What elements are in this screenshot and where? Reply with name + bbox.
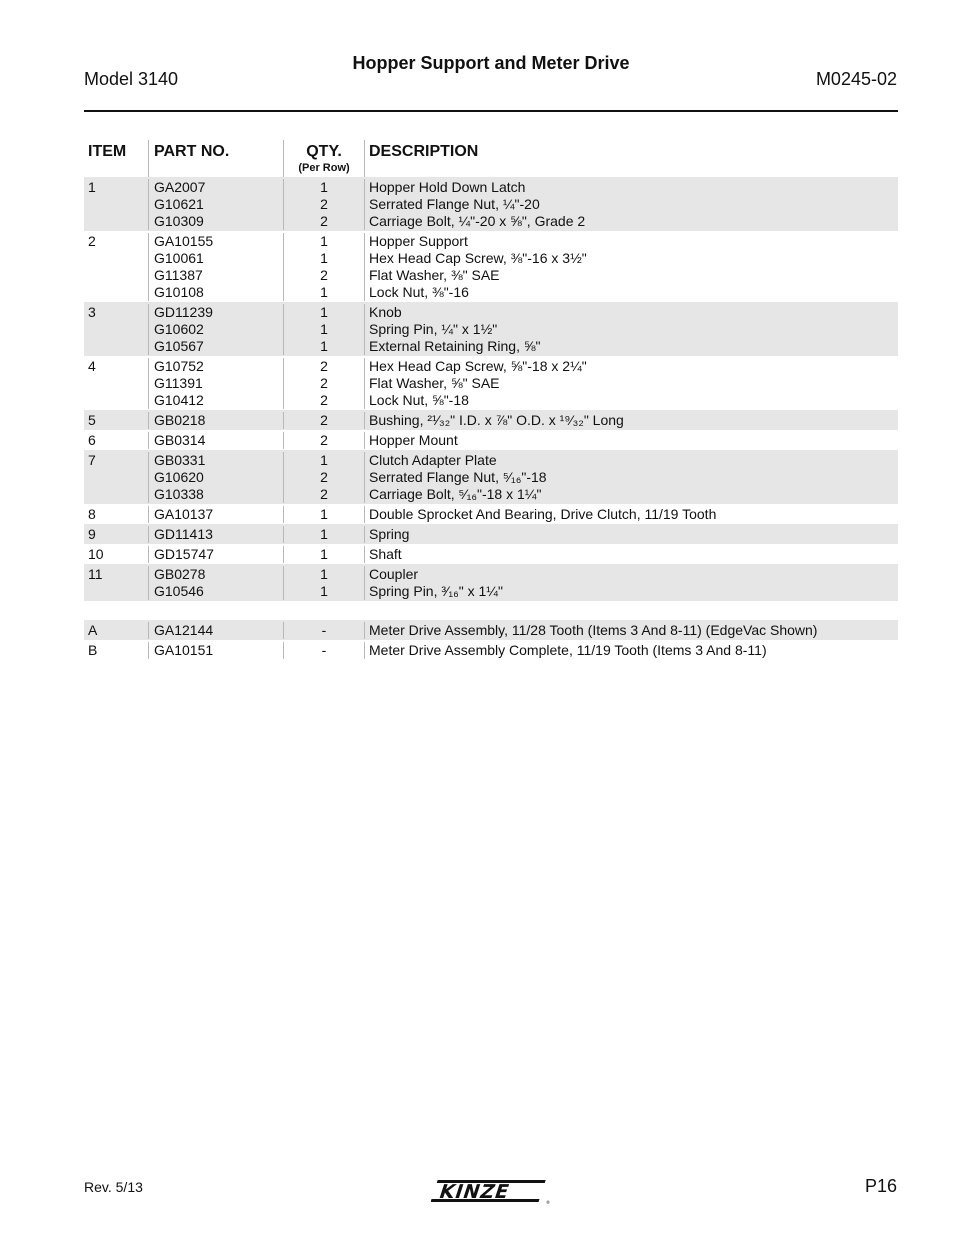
- quantity: 1: [320, 321, 328, 337]
- part-number: G10621: [154, 196, 204, 212]
- quantity-cell: [283, 358, 364, 409]
- part-number: GB0218: [154, 412, 206, 428]
- column-header-qty: [283, 140, 364, 177]
- quantity-cell: [283, 432, 364, 449]
- quantity: 1: [320, 250, 328, 266]
- description: Carriage Bolt, ⁵⁄₁₆"-18 x 1¼": [369, 486, 542, 502]
- quantity: 1: [320, 452, 328, 468]
- part-number-cell: [148, 566, 283, 600]
- part-number: GA10151: [154, 642, 214, 658]
- quantity: 2: [320, 432, 328, 448]
- part-number-cell: [148, 642, 283, 659]
- part-number: GB0278: [154, 566, 206, 582]
- header-rule: [84, 110, 898, 112]
- part-number-cell: [148, 304, 283, 355]
- description: Hopper Hold Down Latch: [369, 179, 526, 195]
- part-number-cell: [148, 179, 283, 230]
- item-number: 6: [88, 432, 96, 448]
- part-number: G10602: [154, 321, 204, 337]
- quantity: 1: [320, 284, 328, 300]
- description: Spring Pin, ¼" x 1½": [369, 321, 498, 337]
- description-cell: [364, 304, 898, 355]
- part-number: G10061: [154, 250, 204, 266]
- description-cell: [364, 622, 898, 639]
- description-cell: [364, 179, 898, 230]
- description: Flat Washer, ⅝" SAE: [369, 375, 500, 391]
- table-row: [84, 544, 898, 564]
- part-number: GB0314: [154, 432, 206, 448]
- logo-wordmark: KINZE: [436, 1180, 513, 1203]
- quantity-cell: [283, 546, 364, 563]
- quantity-cell: [283, 233, 364, 301]
- quantity: 1: [320, 526, 328, 542]
- description-cell: [364, 566, 898, 600]
- description-cell: [364, 642, 898, 659]
- part-number-cell: [148, 526, 283, 543]
- description-cell: [364, 233, 898, 301]
- item-number: 8: [88, 506, 96, 522]
- description: Spring: [369, 526, 410, 542]
- quantity: -: [321, 622, 327, 638]
- description: Knob: [369, 304, 402, 320]
- description: Double Sprocket And Bearing, Drive Clutch, 11/19 Tooth: [369, 506, 717, 522]
- quantity: 2: [320, 412, 328, 428]
- part-number: GD15747: [154, 546, 214, 562]
- quantity: 1: [320, 179, 328, 195]
- table-row: [84, 231, 898, 302]
- quantity: 1: [320, 233, 328, 249]
- item-number: 7: [88, 452, 96, 468]
- quantity: 1: [320, 506, 328, 522]
- description-cell: [364, 452, 898, 503]
- item-number: 11: [88, 566, 103, 582]
- part-number: G10546: [154, 583, 204, 599]
- quantity: 1: [320, 338, 328, 354]
- item-number: A: [88, 622, 98, 638]
- description: Meter Drive Assembly, 11/28 Tooth (Items 3 And 8-11) (EdgeVac Shown): [369, 622, 818, 638]
- part-number: G10412: [154, 392, 204, 408]
- part-number-cell: [148, 622, 283, 639]
- part-number-cell: [148, 546, 283, 563]
- item-number: 10: [88, 546, 104, 562]
- description: Flat Washer, ⅜" SAE: [369, 267, 500, 283]
- table-row: [84, 302, 898, 356]
- item-number: 9: [88, 526, 96, 542]
- part-number-cell: [148, 452, 283, 503]
- quantity-cell: [283, 622, 364, 639]
- kinze-logo-icon: [431, 1176, 553, 1206]
- quantity-cell: [283, 179, 364, 230]
- table-row: [84, 640, 898, 660]
- quantity: 2: [320, 486, 328, 502]
- quantity-cell: [283, 506, 364, 523]
- quantity: 2: [320, 213, 328, 229]
- quantity-cell: [283, 452, 364, 503]
- part-number: GA2007: [154, 179, 206, 195]
- description: Serrated Flange Nut, ⁵⁄₁₆"-18: [369, 469, 547, 485]
- part-number: G10567: [154, 338, 204, 354]
- page-number: P16: [864, 1176, 897, 1196]
- part-number: G10338: [154, 486, 204, 502]
- page-title: Hopper Support and Meter Drive: [352, 53, 630, 73]
- quantity-cell: [283, 566, 364, 600]
- column-header-part: PART NO.: [148, 140, 283, 177]
- part-number: G10620: [154, 469, 204, 485]
- description: Spring Pin, ³⁄₁₆" x 1¼": [369, 583, 503, 599]
- item-number: 1: [88, 179, 96, 195]
- quantity: 2: [320, 392, 328, 408]
- quantity: 2: [320, 469, 328, 485]
- item-number: 4: [88, 358, 96, 374]
- description: External Retaining Ring, ⅝": [369, 338, 541, 354]
- description: Hopper Mount: [369, 432, 458, 448]
- quantity: 1: [320, 546, 328, 562]
- quantity: 1: [320, 566, 328, 582]
- part-number: G10108: [154, 284, 204, 300]
- column-header-qty-label: QTY.: [306, 143, 342, 160]
- quantity: 2: [320, 267, 328, 283]
- part-number: GB0331: [154, 452, 206, 468]
- part-number-cell: [148, 412, 283, 429]
- description-cell: [364, 412, 898, 429]
- table-header: [84, 140, 898, 177]
- parts-table: [84, 140, 898, 660]
- description-cell: [364, 358, 898, 409]
- description: Carriage Bolt, ¼"-20 x ⅝", Grade 2: [369, 213, 586, 229]
- description-cell: [364, 546, 898, 563]
- item-number: 5: [88, 412, 96, 428]
- part-number-cell: [148, 358, 283, 409]
- quantity-cell: [283, 526, 364, 543]
- quantity: 1: [320, 583, 328, 599]
- part-number: G10309: [154, 213, 204, 229]
- part-number-cell: [148, 506, 283, 523]
- description: Hex Head Cap Screw, ⅝"-18 x 2¼": [369, 358, 587, 374]
- description-cell: [364, 526, 898, 543]
- table-row: [84, 620, 898, 640]
- table-row: [84, 356, 898, 410]
- quantity: 2: [320, 375, 328, 391]
- quantity: 2: [320, 196, 328, 212]
- table-row: [84, 564, 898, 601]
- description: Hopper Support: [369, 233, 468, 249]
- description: Bushing, ²¹⁄₃₂" I.D. x ⅞" O.D. x ¹⁹⁄₃₂" Long: [369, 412, 624, 428]
- part-number: GD11413: [154, 526, 213, 542]
- part-number: GA10155: [154, 233, 214, 249]
- quantity-cell: [283, 642, 364, 659]
- description: Lock Nut, ⅝"-18: [369, 392, 469, 408]
- description-cell: [364, 432, 898, 449]
- part-number: G11387: [154, 267, 203, 283]
- description: Coupler: [369, 566, 419, 582]
- svg-text:®: ®: [546, 1200, 550, 1205]
- revision: Rev. 5/13: [84, 1179, 143, 1195]
- table-spacer: [84, 601, 898, 620]
- part-number: GA12144: [154, 622, 214, 638]
- part-number: G11391: [154, 375, 203, 391]
- item-number: 3: [88, 304, 96, 320]
- document-number: M0245-02: [815, 69, 897, 89]
- part-number: G10752: [154, 358, 204, 374]
- description-cell: [364, 506, 898, 523]
- quantity: -: [321, 642, 327, 658]
- quantity: 2: [320, 358, 328, 374]
- column-header-description: DESCRIPTION: [364, 140, 898, 177]
- item-number: 2: [88, 233, 96, 249]
- part-number-cell: [148, 432, 283, 449]
- table-row: [84, 177, 898, 231]
- description: Lock Nut, ⅜"-16: [369, 284, 469, 300]
- part-number: GD11239: [154, 304, 213, 320]
- quantity-cell: [283, 304, 364, 355]
- part-number: GA10137: [154, 506, 214, 522]
- model-name: Model 3140: [84, 69, 179, 89]
- part-number-cell: [148, 233, 283, 301]
- column-header-item: ITEM: [88, 143, 127, 160]
- table-row: [84, 430, 898, 450]
- column-header-qty-sub: (Per Row): [298, 162, 350, 174]
- assembly-rows: [84, 620, 898, 660]
- quantity-cell: [283, 412, 364, 429]
- description: Shaft: [369, 546, 402, 562]
- quantity: 1: [320, 304, 328, 320]
- description: Meter Drive Assembly Complete, 11/19 Tooth (Items 3 And 8-11): [369, 642, 767, 658]
- parts-rows: [84, 177, 898, 601]
- item-number: B: [88, 642, 98, 658]
- table-row: [84, 524, 898, 544]
- table-row: [84, 410, 898, 430]
- table-row: [84, 504, 898, 524]
- table-row: [84, 450, 898, 504]
- description: Hex Head Cap Screw, ⅜"-16 x 3½": [369, 250, 587, 266]
- description: Serrated Flange Nut, ¼"-20: [369, 196, 540, 212]
- description: Clutch Adapter Plate: [369, 452, 497, 468]
